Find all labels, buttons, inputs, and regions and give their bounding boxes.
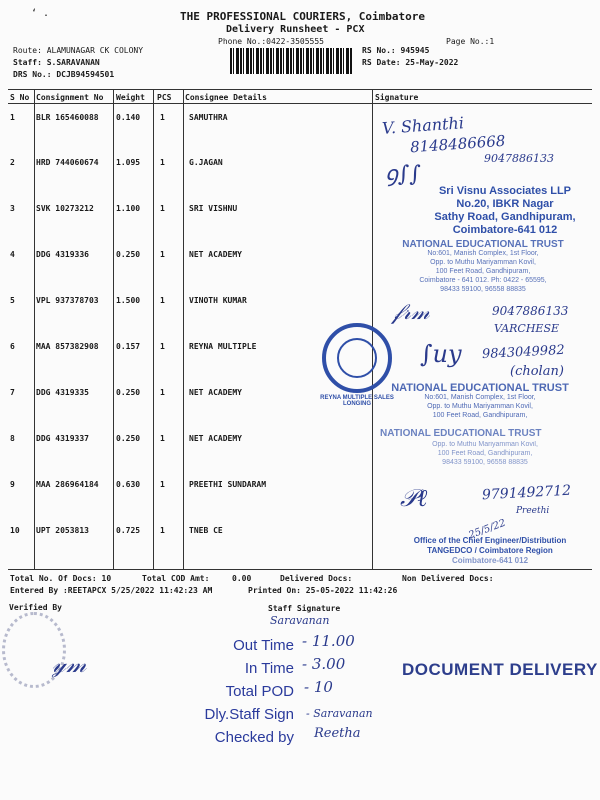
- row-pcs: 1: [160, 296, 165, 305]
- stamp-line: Opp. to Muthu Mariyamman Kovil,: [432, 441, 538, 448]
- row-sno: 6: [10, 342, 15, 351]
- handwritten-note: (cholan): [510, 364, 564, 379]
- non-delivered-docs: Non Delivered Docs:: [402, 574, 494, 583]
- stamp-line: TANGEDCO / Coimbatore Region: [427, 546, 553, 555]
- row-weight: 0.250: [116, 388, 141, 397]
- row-sno: 4: [10, 250, 15, 259]
- tneb-stamp: [390, 536, 590, 566]
- page-number: Page No.:1: [446, 37, 495, 46]
- row-consignee: SAMUTHRA: [189, 113, 228, 122]
- checked-by-label: Checked by: [214, 729, 294, 746]
- row-consignee: NET ACADEMY: [189, 250, 242, 259]
- stamp-line: No:601, Manish Complex, 1st Floor,: [427, 250, 539, 257]
- row-consignment-no: MAA 857382908: [36, 342, 99, 351]
- total-cod-value: 0.00: [232, 574, 252, 583]
- row-pcs: 1: [160, 342, 165, 351]
- stamp-line: Opp. to Muthu Mariyamman Kovil,: [427, 403, 533, 410]
- stamp-line: 100 Feet Road, Gandhipuram,: [437, 450, 533, 457]
- col-header-pcs: PCS: [157, 93, 172, 102]
- row-weight: 1.095: [116, 158, 141, 167]
- stamp-line: NATIONAL EDUCATIONAL TRUST: [391, 382, 569, 394]
- stamp-line: 100 Feet Road, Gandhipuram,: [432, 412, 528, 419]
- row-consignment-no: DDG 4319336: [36, 250, 89, 259]
- stamp-line: NATIONAL EDUCATIONAL TRUST: [402, 239, 564, 250]
- in-time-label: In Time: [244, 660, 294, 677]
- document-delivery-stamp: DOCUMENT DELIVERY: [402, 660, 598, 679]
- handwritten-name: VARCHESE: [494, 322, 560, 335]
- row-sno: 8: [10, 434, 15, 443]
- row-weight: 0.140: [116, 113, 141, 122]
- row-pcs: 1: [160, 158, 165, 167]
- row-sno: 3: [10, 204, 15, 213]
- national-educational-trust-stamp: [380, 384, 580, 420]
- row-consignee: REYNA MULTIPLE: [189, 342, 257, 351]
- stamp-line: No:601, Manish Complex, 1st Floor,: [424, 394, 536, 401]
- row-pcs: 1: [160, 113, 165, 122]
- row-consignment-no: DDG 4319335: [36, 388, 89, 397]
- sri-visnu-stamp: [420, 185, 590, 237]
- runsheet-subtitle: Delivery Runsheet - PCX: [226, 24, 365, 35]
- row-weight: 0.250: [116, 434, 141, 443]
- row-consignee: NET ACADEMY: [189, 388, 242, 397]
- staff-signature-label: Staff Signature: [268, 604, 341, 613]
- table-bottom-rule: [8, 569, 592, 570]
- company-title: THE PROFESSIONAL COURIERS, Coimbatore: [180, 10, 426, 23]
- handwritten-phone: 8148486668: [409, 131, 506, 157]
- row-consignee: TNEB CE: [189, 526, 223, 535]
- barcode: [230, 48, 352, 74]
- staff-signature-handwriting: Saravanan: [270, 614, 330, 627]
- route-label: Route: ALAMUNAGAR CK COLONY: [13, 46, 144, 55]
- handwritten-date: 25/5/22: [467, 517, 508, 542]
- row-consignee: PREETHI SUNDARAM: [189, 480, 267, 489]
- national-educational-trust-stamp-label: NATIONAL EDUCATIONAL TRUST: [380, 428, 542, 439]
- col-header-signature: Signature: [375, 93, 419, 102]
- row-sno: 7: [10, 388, 15, 397]
- delivered-docs: Delivered Docs:: [280, 574, 353, 583]
- printed-on: Printed On: 25-05-2022 11:42:26: [248, 586, 398, 595]
- stamp-line: Coimbatore-641 012: [452, 224, 558, 236]
- total-docs: Total No. Of Docs: 10: [10, 574, 112, 583]
- total-pod-label: Total POD: [225, 683, 294, 700]
- verified-signature: 𝓎𝓂: [52, 650, 87, 678]
- row-weight: 0.157: [116, 342, 141, 351]
- total-cod-label: Total COD Amt:: [142, 574, 210, 583]
- national-educational-trust-stamp: [378, 240, 588, 294]
- handwritten-phone: 9047886133: [484, 152, 554, 165]
- dly-staff-sign-label: Dly.Staff Sign: [204, 706, 294, 723]
- row-consignment-no: VPL 937378703: [36, 296, 99, 305]
- handwritten-signature: ∫uy: [420, 340, 462, 368]
- row-sno: 9: [10, 480, 15, 489]
- row-pcs: 1: [160, 434, 165, 443]
- row-consignment-no: BLR 165460088: [36, 113, 99, 122]
- reyna-round-stamp: [322, 323, 392, 393]
- col-header-sno: S No: [10, 93, 30, 102]
- national-educational-trust-stamp: [395, 440, 575, 467]
- row-consignment-no: DDG 4319337: [36, 434, 89, 443]
- handwritten-signature: 𝒫ℓ: [400, 484, 428, 512]
- reyna-stamp-text: REYNA MULTIPLE SALES LONGING: [320, 395, 394, 407]
- stamp-line: Office of the Chief Engineer/Distribution: [413, 536, 567, 545]
- stamp-line: Opp. to Muthu Mariyamman Kovil,: [430, 259, 536, 266]
- row-weight: 0.250: [116, 250, 141, 259]
- handwritten-phone: 9047886133: [492, 304, 569, 318]
- staff-label: Staff: S.SARAVANAN: [13, 58, 100, 67]
- rs-date: RS Date: 25-May-2022: [362, 58, 459, 67]
- page-corner-mark: ‘ .: [31, 8, 50, 19]
- stamp-line: Coimbatore-641 012: [451, 556, 529, 565]
- out-time-value: - 11.00: [302, 632, 355, 650]
- rs-number: RS No.: 945945: [362, 46, 430, 55]
- row-consignee: SRI VISHNU: [189, 204, 238, 213]
- row-pcs: 1: [160, 250, 165, 259]
- row-weight: 0.725: [116, 526, 141, 535]
- row-pcs: 1: [160, 388, 165, 397]
- verified-by-label: Verified By: [9, 603, 62, 612]
- row-sno: 2: [10, 158, 15, 167]
- stamp-line: Sri Visnu Associates LLP: [438, 185, 572, 197]
- row-sno: 1: [10, 113, 15, 122]
- col-header-weight: Weight: [116, 93, 145, 102]
- row-weight: 1.500: [116, 296, 141, 305]
- stamp-line: Coimbatore - 641 012. Ph: 0422 - 65595,: [419, 277, 547, 284]
- checked-by-value: Reetha: [314, 726, 361, 741]
- col-header-consignee: Consignee Details: [185, 93, 267, 102]
- out-time-label: Out Time: [233, 637, 294, 654]
- stamp-line: 100 Feet Road, Gandhipuram,: [435, 268, 531, 275]
- col-header-consignment: Consignment No: [36, 93, 104, 102]
- handwritten-phone: 9843049982: [481, 342, 566, 363]
- handwritten-signature: V. Shanthi: [381, 113, 465, 138]
- row-consignee: VINOTH KUMAR: [189, 296, 247, 305]
- row-consignment-no: MAA 286964184: [36, 480, 99, 489]
- table-top-rule: [8, 89, 592, 90]
- row-weight: 0.630: [116, 480, 141, 489]
- row-consignment-no: HRD 744060674: [36, 158, 99, 167]
- stamp-line: Sathy Road, Gandhipuram,: [434, 211, 576, 223]
- row-consignment-no: SVK 10273212: [36, 204, 94, 213]
- row-consignee: G.JAGAN: [189, 158, 223, 167]
- handwritten-signature: ꝯ∫∫: [385, 162, 421, 187]
- row-pcs: 1: [160, 204, 165, 213]
- row-pcs: 1: [160, 526, 165, 535]
- handwritten-signature: 𝒻𝓇𝓂: [392, 300, 430, 325]
- row-consignee: NET ACADEMY: [189, 434, 242, 443]
- row-sno: 5: [10, 296, 15, 305]
- dly-staff-sign-value: - Saravanan: [306, 707, 373, 720]
- header-bottom-rule: [8, 103, 592, 104]
- stamp-line: No.20, IBKR Nagar: [456, 198, 554, 210]
- handwritten-name: Preethi: [516, 506, 550, 516]
- stamp-line: 98433 59100, 96558 88835: [442, 459, 528, 466]
- drs-number: DRS No.: DCJB94594501: [13, 70, 115, 79]
- row-sno: 10: [10, 526, 20, 535]
- handwritten-phone: 9791492712: [481, 482, 572, 504]
- stamp-line: 98433 59100, 96558 88835: [440, 286, 526, 293]
- phone-number: Phone No.:0422-3505555: [218, 37, 324, 46]
- row-consignment-no: UPT 2053813: [36, 526, 89, 535]
- row-pcs: 1: [160, 480, 165, 489]
- in-time-value: - 3.00: [302, 655, 346, 673]
- total-pod-value: - 10: [304, 678, 333, 696]
- entered-by: Entered By :REETAPCX 5/25/2022 11:42:23 AM: [10, 586, 213, 595]
- row-weight: 1.100: [116, 204, 141, 213]
